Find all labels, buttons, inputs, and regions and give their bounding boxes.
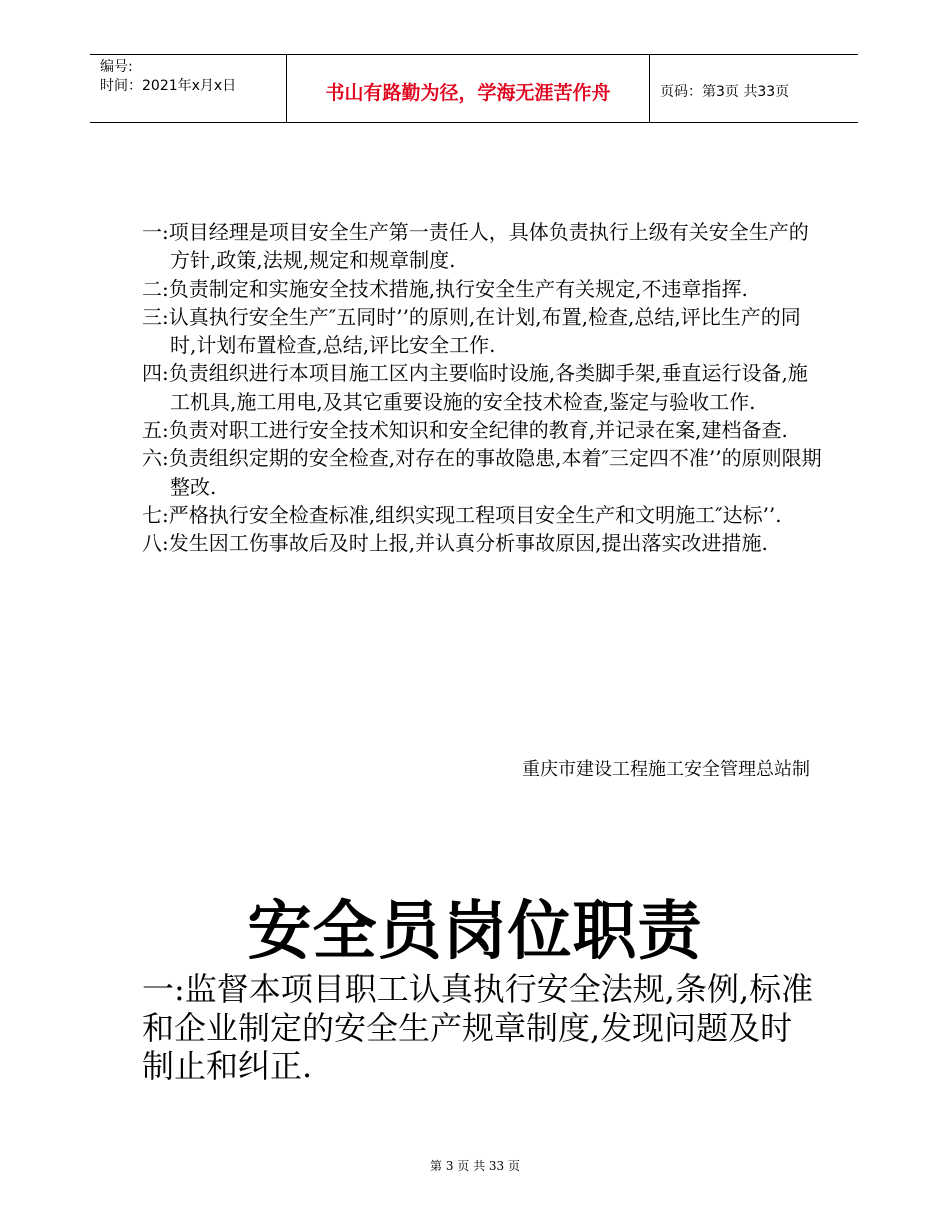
duty-item-8: 八:发生因工伤事故后及时上报,并认真分析事故原因,提出落实改进措施.	[142, 531, 768, 556]
section-title: 安全员岗位职责	[247, 894, 703, 969]
header-motto-cell	[287, 55, 650, 122]
duty-item-1: 一:项目经理是项目安全生产第一责任人，具体负责执行上级有关安全生产的方针,政策,法规,规定和规章制度.	[142, 220, 809, 273]
section-first-item: 一:监督本项目职工认真执行安全法规,条例,标准和企业制定的安全生产规章制度,发现问题及时制止和纠正.	[142, 970, 814, 1085]
duty-item-7: 七:严格执行安全检查标准,组织实现工程项目安全生产和文明施工″达标’’.	[142, 502, 782, 527]
page-label: 页码：第3页 共33页	[660, 83, 790, 100]
header-page-cell	[650, 55, 858, 122]
duty-item-6: 六:负责组织定期的安全检查,对存在的事故隐患,本着″三定四不准’’的原则限期整改.	[142, 446, 822, 499]
time-label: 时间：2021年x月x日	[100, 78, 237, 94]
page-number-footer: 第 3 页 共 33 页	[430, 1159, 520, 1173]
page-header	[90, 54, 858, 123]
number-label: 编号:	[100, 59, 133, 75]
duty-item-4: 四:负责组织进行本项目施工区内主要临时设施,各类脚手架,垂直运行设备,施工机具,施工用电,及其它重要设施的安全技术检查,鉴定与验收工作.	[142, 361, 808, 414]
header-meta-cell	[90, 55, 287, 122]
issuer-signature: 重庆市建设工程施工安全管理总站制	[522, 759, 810, 780]
duty-item-3: 三:认真执行安全生产″五同时’’的原则,在计划,布置,检查,总结,评比生产的同时,计划布置检查,总结,评比安全工作.	[142, 304, 801, 358]
duty-list	[142, 218, 822, 558]
motto-text: 书山有路勤为径，学海无涯苦作舟	[325, 81, 611, 104]
duty-item-2: 二:负责制定和实施安全技术措施,执行安全生产有关规定,不违章指挥.	[142, 276, 748, 301]
duty-item-5: 五:负责对职工进行安全技术知识和安全纪律的教育,并记录在案,建档备查.	[142, 418, 788, 443]
